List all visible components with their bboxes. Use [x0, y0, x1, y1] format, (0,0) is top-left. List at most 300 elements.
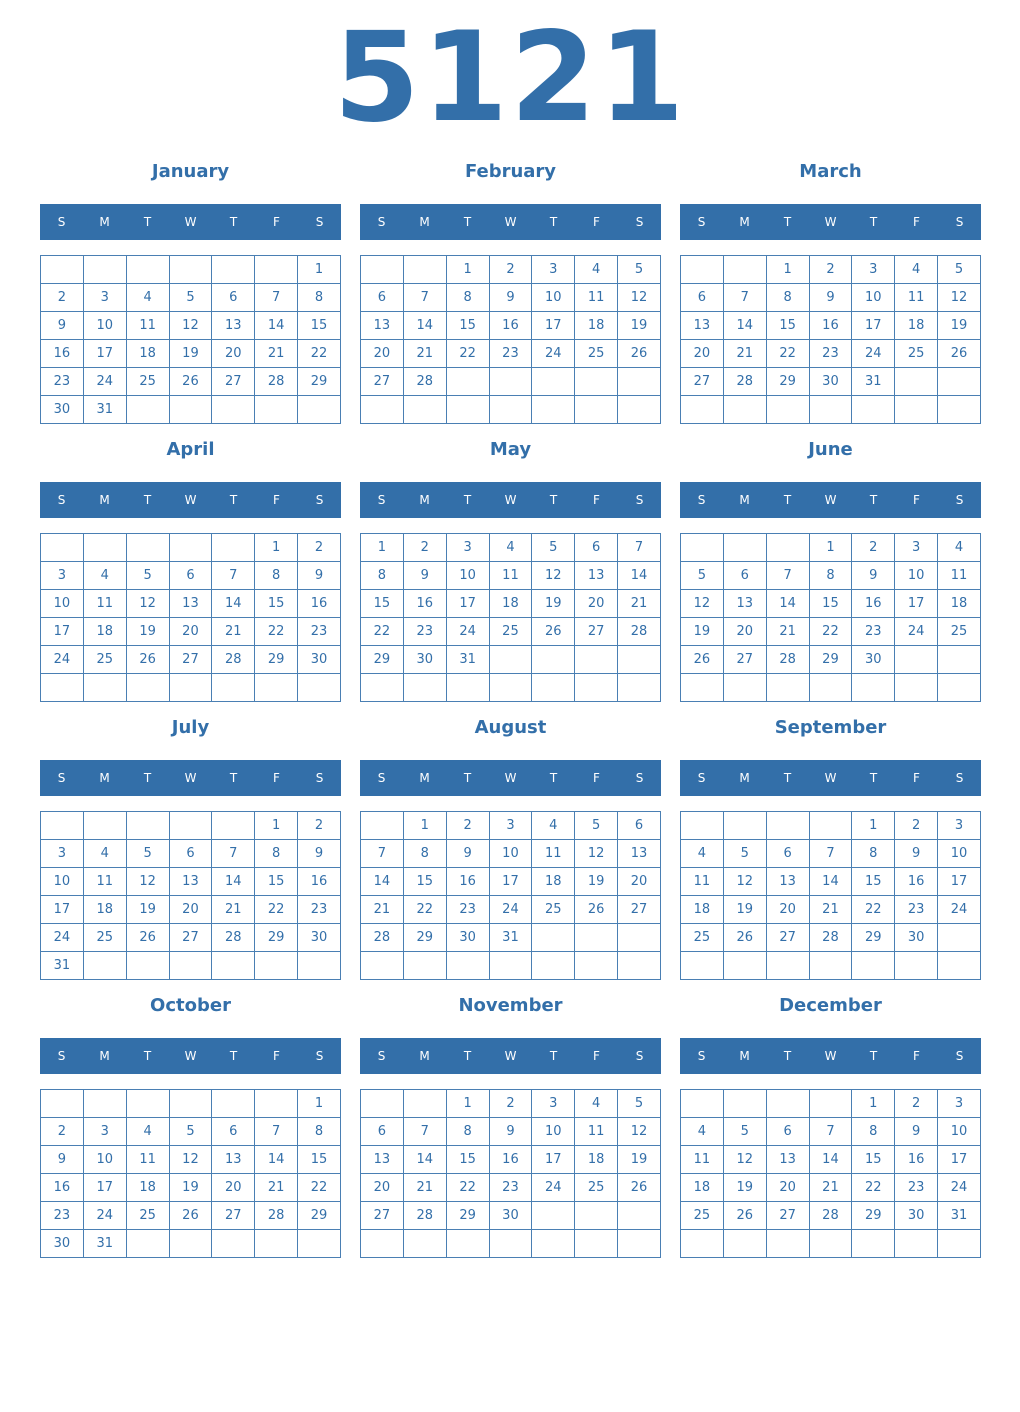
day-cell[interactable]: 19 [126, 896, 169, 924]
empty-day-cell[interactable] [809, 1090, 852, 1118]
day-cell[interactable]: 23 [809, 340, 852, 368]
day-cell[interactable]: 21 [809, 896, 852, 924]
day-cell[interactable]: 3 [83, 284, 126, 312]
day-cell[interactable]: 9 [895, 840, 938, 868]
day-cell[interactable]: 10 [938, 1118, 981, 1146]
empty-day-cell[interactable] [212, 952, 255, 980]
empty-day-cell[interactable] [403, 1090, 446, 1118]
day-cell[interactable]: 2 [403, 534, 446, 562]
day-cell[interactable]: 12 [575, 840, 618, 868]
day-cell[interactable]: 8 [255, 840, 298, 868]
day-cell[interactable]: 6 [169, 840, 212, 868]
day-cell[interactable]: 18 [681, 1174, 724, 1202]
day-cell[interactable]: 24 [895, 618, 938, 646]
empty-day-cell[interactable] [169, 256, 212, 284]
day-cell[interactable]: 26 [169, 1202, 212, 1230]
empty-day-cell[interactable] [723, 674, 766, 702]
empty-day-cell[interactable] [938, 646, 981, 674]
day-cell[interactable]: 16 [895, 1146, 938, 1174]
day-cell[interactable]: 29 [809, 646, 852, 674]
empty-day-cell[interactable] [809, 1230, 852, 1258]
empty-day-cell[interactable] [766, 396, 809, 424]
empty-day-cell[interactable] [809, 812, 852, 840]
empty-day-cell[interactable] [446, 674, 489, 702]
empty-day-cell[interactable] [723, 812, 766, 840]
day-cell[interactable]: 7 [212, 840, 255, 868]
day-cell[interactable]: 15 [446, 1146, 489, 1174]
day-cell[interactable]: 26 [169, 368, 212, 396]
empty-day-cell[interactable] [361, 1230, 404, 1258]
day-cell[interactable]: 28 [403, 368, 446, 396]
day-cell[interactable]: 25 [83, 646, 126, 674]
empty-day-cell[interactable] [83, 812, 126, 840]
day-cell[interactable]: 2 [895, 812, 938, 840]
day-cell[interactable]: 2 [809, 256, 852, 284]
day-cell[interactable]: 18 [83, 618, 126, 646]
day-cell[interactable]: 30 [41, 396, 84, 424]
day-cell[interactable]: 21 [723, 340, 766, 368]
day-cell[interactable]: 19 [532, 590, 575, 618]
empty-day-cell[interactable] [532, 924, 575, 952]
day-cell[interactable]: 3 [83, 1118, 126, 1146]
day-cell[interactable]: 21 [255, 340, 298, 368]
empty-day-cell[interactable] [723, 396, 766, 424]
empty-day-cell[interactable] [723, 534, 766, 562]
day-cell[interactable]: 15 [255, 868, 298, 896]
day-cell[interactable]: 13 [212, 312, 255, 340]
empty-day-cell[interactable] [766, 1090, 809, 1118]
day-cell[interactable]: 24 [41, 646, 84, 674]
day-cell[interactable]: 8 [809, 562, 852, 590]
day-cell[interactable]: 28 [766, 646, 809, 674]
day-cell[interactable]: 27 [766, 1202, 809, 1230]
day-cell[interactable]: 31 [41, 952, 84, 980]
empty-day-cell[interactable] [852, 674, 895, 702]
day-cell[interactable]: 6 [212, 1118, 255, 1146]
day-cell[interactable]: 16 [895, 868, 938, 896]
day-cell[interactable]: 31 [938, 1202, 981, 1230]
day-cell[interactable]: 3 [938, 812, 981, 840]
day-cell[interactable]: 8 [852, 1118, 895, 1146]
day-cell[interactable]: 23 [852, 618, 895, 646]
empty-day-cell[interactable] [575, 396, 618, 424]
empty-day-cell[interactable] [212, 1230, 255, 1258]
day-cell[interactable]: 9 [41, 1146, 84, 1174]
day-cell[interactable]: 27 [169, 924, 212, 952]
day-cell[interactable]: 3 [895, 534, 938, 562]
day-cell[interactable]: 10 [446, 562, 489, 590]
empty-day-cell[interactable] [83, 1090, 126, 1118]
day-cell[interactable]: 22 [255, 896, 298, 924]
day-cell[interactable]: 20 [618, 868, 661, 896]
day-cell[interactable]: 12 [618, 1118, 661, 1146]
empty-day-cell[interactable] [681, 812, 724, 840]
empty-day-cell[interactable] [575, 1230, 618, 1258]
day-cell[interactable]: 13 [361, 312, 404, 340]
empty-day-cell[interactable] [809, 396, 852, 424]
empty-day-cell[interactable] [809, 952, 852, 980]
day-cell[interactable]: 24 [852, 340, 895, 368]
day-cell[interactable]: 22 [255, 618, 298, 646]
empty-day-cell[interactable] [681, 1230, 724, 1258]
day-cell[interactable]: 13 [361, 1146, 404, 1174]
day-cell[interactable]: 16 [489, 1146, 532, 1174]
day-cell[interactable]: 2 [41, 1118, 84, 1146]
day-cell[interactable]: 29 [852, 924, 895, 952]
day-cell[interactable]: 16 [298, 590, 341, 618]
empty-day-cell[interactable] [766, 1230, 809, 1258]
day-cell[interactable]: 9 [298, 840, 341, 868]
day-cell[interactable]: 23 [41, 1202, 84, 1230]
day-cell[interactable]: 25 [83, 924, 126, 952]
day-cell[interactable]: 19 [169, 1174, 212, 1202]
day-cell[interactable]: 27 [361, 1202, 404, 1230]
day-cell[interactable]: 15 [766, 312, 809, 340]
empty-day-cell[interactable] [126, 396, 169, 424]
day-cell[interactable]: 4 [83, 840, 126, 868]
day-cell[interactable]: 3 [41, 840, 84, 868]
day-cell[interactable]: 17 [489, 868, 532, 896]
day-cell[interactable]: 12 [618, 284, 661, 312]
day-cell[interactable]: 7 [361, 840, 404, 868]
day-cell[interactable]: 27 [618, 896, 661, 924]
day-cell[interactable]: 29 [298, 1202, 341, 1230]
empty-day-cell[interactable] [403, 952, 446, 980]
day-cell[interactable]: 28 [618, 618, 661, 646]
day-cell[interactable]: 18 [681, 896, 724, 924]
day-cell[interactable]: 25 [575, 1174, 618, 1202]
day-cell[interactable]: 21 [361, 896, 404, 924]
day-cell[interactable]: 17 [938, 868, 981, 896]
day-cell[interactable]: 1 [852, 1090, 895, 1118]
day-cell[interactable]: 29 [255, 924, 298, 952]
day-cell[interactable]: 24 [446, 618, 489, 646]
day-cell[interactable]: 22 [852, 896, 895, 924]
day-cell[interactable]: 12 [723, 868, 766, 896]
day-cell[interactable]: 31 [83, 396, 126, 424]
day-cell[interactable]: 14 [809, 1146, 852, 1174]
day-cell[interactable]: 26 [126, 924, 169, 952]
empty-day-cell[interactable] [169, 396, 212, 424]
day-cell[interactable]: 9 [41, 312, 84, 340]
day-cell[interactable]: 30 [809, 368, 852, 396]
day-cell[interactable]: 25 [126, 1202, 169, 1230]
empty-day-cell[interactable] [169, 812, 212, 840]
empty-day-cell[interactable] [575, 368, 618, 396]
day-cell[interactable]: 4 [126, 1118, 169, 1146]
day-cell[interactable]: 13 [212, 1146, 255, 1174]
day-cell[interactable]: 21 [618, 590, 661, 618]
empty-day-cell[interactable] [575, 1202, 618, 1230]
day-cell[interactable]: 6 [575, 534, 618, 562]
empty-day-cell[interactable] [618, 396, 661, 424]
day-cell[interactable]: 5 [723, 840, 766, 868]
empty-day-cell[interactable] [255, 256, 298, 284]
day-cell[interactable]: 25 [575, 340, 618, 368]
day-cell[interactable]: 5 [126, 562, 169, 590]
empty-day-cell[interactable] [83, 674, 126, 702]
day-cell[interactable]: 31 [446, 646, 489, 674]
day-cell[interactable]: 10 [83, 312, 126, 340]
day-cell[interactable]: 7 [809, 840, 852, 868]
day-cell[interactable]: 14 [723, 312, 766, 340]
day-cell[interactable]: 14 [361, 868, 404, 896]
day-cell[interactable]: 3 [41, 562, 84, 590]
day-cell[interactable]: 23 [403, 618, 446, 646]
day-cell[interactable]: 4 [938, 534, 981, 562]
day-cell[interactable]: 1 [298, 256, 341, 284]
day-cell[interactable]: 8 [298, 1118, 341, 1146]
day-cell[interactable]: 25 [681, 924, 724, 952]
day-cell[interactable]: 26 [618, 340, 661, 368]
day-cell[interactable]: 31 [83, 1230, 126, 1258]
day-cell[interactable]: 1 [403, 812, 446, 840]
day-cell[interactable]: 26 [723, 1202, 766, 1230]
day-cell[interactable]: 4 [532, 812, 575, 840]
empty-day-cell[interactable] [361, 812, 404, 840]
day-cell[interactable]: 3 [489, 812, 532, 840]
day-cell[interactable]: 6 [618, 812, 661, 840]
day-cell[interactable]: 5 [532, 534, 575, 562]
day-cell[interactable]: 7 [618, 534, 661, 562]
empty-day-cell[interactable] [895, 674, 938, 702]
day-cell[interactable]: 13 [169, 868, 212, 896]
day-cell[interactable]: 27 [766, 924, 809, 952]
day-cell[interactable]: 8 [298, 284, 341, 312]
day-cell[interactable]: 17 [41, 896, 84, 924]
day-cell[interactable]: 7 [723, 284, 766, 312]
empty-day-cell[interactable] [938, 368, 981, 396]
day-cell[interactable]: 18 [575, 1146, 618, 1174]
empty-day-cell[interactable] [255, 1090, 298, 1118]
day-cell[interactable]: 4 [126, 284, 169, 312]
empty-day-cell[interactable] [169, 1090, 212, 1118]
day-cell[interactable]: 19 [938, 312, 981, 340]
day-cell[interactable]: 26 [938, 340, 981, 368]
day-cell[interactable]: 10 [852, 284, 895, 312]
day-cell[interactable]: 9 [446, 840, 489, 868]
day-cell[interactable]: 21 [403, 1174, 446, 1202]
day-cell[interactable]: 20 [681, 340, 724, 368]
day-cell[interactable]: 24 [532, 1174, 575, 1202]
day-cell[interactable]: 29 [852, 1202, 895, 1230]
empty-day-cell[interactable] [169, 1230, 212, 1258]
day-cell[interactable]: 18 [575, 312, 618, 340]
day-cell[interactable]: 3 [532, 1090, 575, 1118]
day-cell[interactable]: 4 [575, 1090, 618, 1118]
day-cell[interactable]: 2 [298, 534, 341, 562]
empty-day-cell[interactable] [681, 952, 724, 980]
empty-day-cell[interactable] [361, 952, 404, 980]
day-cell[interactable]: 10 [41, 590, 84, 618]
day-cell[interactable]: 14 [212, 590, 255, 618]
empty-day-cell[interactable] [403, 674, 446, 702]
empty-day-cell[interactable] [126, 952, 169, 980]
day-cell[interactable]: 24 [532, 340, 575, 368]
day-cell[interactable]: 15 [403, 868, 446, 896]
day-cell[interactable]: 17 [938, 1146, 981, 1174]
empty-day-cell[interactable] [41, 812, 84, 840]
day-cell[interactable]: 1 [446, 1090, 489, 1118]
empty-day-cell[interactable] [723, 1090, 766, 1118]
empty-day-cell[interactable] [361, 256, 404, 284]
day-cell[interactable]: 15 [298, 312, 341, 340]
empty-day-cell[interactable] [83, 534, 126, 562]
day-cell[interactable]: 6 [723, 562, 766, 590]
day-cell[interactable]: 11 [83, 590, 126, 618]
empty-day-cell[interactable] [618, 674, 661, 702]
empty-day-cell[interactable] [41, 256, 84, 284]
day-cell[interactable]: 19 [575, 868, 618, 896]
empty-day-cell[interactable] [681, 674, 724, 702]
day-cell[interactable]: 29 [255, 646, 298, 674]
day-cell[interactable]: 7 [212, 562, 255, 590]
day-cell[interactable]: 1 [766, 256, 809, 284]
day-cell[interactable]: 2 [852, 534, 895, 562]
day-cell[interactable]: 28 [809, 924, 852, 952]
day-cell[interactable]: 19 [681, 618, 724, 646]
empty-day-cell[interactable] [169, 952, 212, 980]
empty-day-cell[interactable] [766, 952, 809, 980]
day-cell[interactable]: 20 [361, 1174, 404, 1202]
empty-day-cell[interactable] [532, 1202, 575, 1230]
day-cell[interactable]: 6 [361, 1118, 404, 1146]
day-cell[interactable]: 5 [723, 1118, 766, 1146]
day-cell[interactable]: 10 [895, 562, 938, 590]
day-cell[interactable]: 11 [575, 1118, 618, 1146]
day-cell[interactable]: 4 [489, 534, 532, 562]
day-cell[interactable]: 28 [212, 646, 255, 674]
empty-day-cell[interactable] [403, 256, 446, 284]
empty-day-cell[interactable] [938, 1230, 981, 1258]
empty-day-cell[interactable] [895, 646, 938, 674]
day-cell[interactable]: 16 [446, 868, 489, 896]
day-cell[interactable]: 6 [766, 840, 809, 868]
empty-day-cell[interactable] [212, 256, 255, 284]
day-cell[interactable]: 22 [361, 618, 404, 646]
empty-day-cell[interactable] [361, 674, 404, 702]
day-cell[interactable]: 26 [618, 1174, 661, 1202]
day-cell[interactable]: 21 [212, 618, 255, 646]
day-cell[interactable]: 9 [403, 562, 446, 590]
empty-day-cell[interactable] [298, 1230, 341, 1258]
day-cell[interactable]: 4 [575, 256, 618, 284]
day-cell[interactable]: 1 [361, 534, 404, 562]
day-cell[interactable]: 25 [938, 618, 981, 646]
day-cell[interactable]: 28 [212, 924, 255, 952]
day-cell[interactable]: 1 [446, 256, 489, 284]
day-cell[interactable]: 25 [126, 368, 169, 396]
day-cell[interactable]: 1 [809, 534, 852, 562]
day-cell[interactable]: 15 [446, 312, 489, 340]
day-cell[interactable]: 22 [446, 340, 489, 368]
day-cell[interactable]: 20 [723, 618, 766, 646]
day-cell[interactable]: 26 [723, 924, 766, 952]
day-cell[interactable]: 14 [403, 312, 446, 340]
day-cell[interactable]: 9 [489, 284, 532, 312]
day-cell[interactable]: 9 [489, 1118, 532, 1146]
day-cell[interactable]: 1 [255, 812, 298, 840]
day-cell[interactable]: 18 [126, 340, 169, 368]
day-cell[interactable]: 7 [255, 284, 298, 312]
day-cell[interactable]: 9 [895, 1118, 938, 1146]
empty-day-cell[interactable] [766, 534, 809, 562]
empty-day-cell[interactable] [895, 368, 938, 396]
day-cell[interactable]: 14 [403, 1146, 446, 1174]
empty-day-cell[interactable] [532, 646, 575, 674]
day-cell[interactable]: 23 [895, 896, 938, 924]
empty-day-cell[interactable] [895, 952, 938, 980]
empty-day-cell[interactable] [212, 674, 255, 702]
day-cell[interactable]: 30 [895, 924, 938, 952]
day-cell[interactable]: 1 [298, 1090, 341, 1118]
empty-day-cell[interactable] [681, 256, 724, 284]
empty-day-cell[interactable] [298, 396, 341, 424]
day-cell[interactable]: 30 [403, 646, 446, 674]
day-cell[interactable]: 5 [169, 284, 212, 312]
day-cell[interactable]: 19 [618, 312, 661, 340]
day-cell[interactable]: 13 [723, 590, 766, 618]
day-cell[interactable]: 17 [895, 590, 938, 618]
day-cell[interactable]: 13 [575, 562, 618, 590]
day-cell[interactable]: 5 [618, 1090, 661, 1118]
day-cell[interactable]: 17 [83, 1174, 126, 1202]
day-cell[interactable]: 24 [489, 896, 532, 924]
day-cell[interactable]: 19 [618, 1146, 661, 1174]
day-cell[interactable]: 11 [532, 840, 575, 868]
day-cell[interactable]: 11 [489, 562, 532, 590]
empty-day-cell[interactable] [766, 674, 809, 702]
day-cell[interactable]: 11 [126, 1146, 169, 1174]
day-cell[interactable]: 29 [766, 368, 809, 396]
empty-day-cell[interactable] [618, 368, 661, 396]
day-cell[interactable]: 11 [681, 868, 724, 896]
day-cell[interactable]: 22 [852, 1174, 895, 1202]
empty-day-cell[interactable] [938, 952, 981, 980]
empty-day-cell[interactable] [532, 368, 575, 396]
day-cell[interactable]: 5 [126, 840, 169, 868]
day-cell[interactable]: 25 [532, 896, 575, 924]
day-cell[interactable]: 14 [255, 312, 298, 340]
day-cell[interactable]: 10 [83, 1146, 126, 1174]
day-cell[interactable]: 2 [446, 812, 489, 840]
day-cell[interactable]: 29 [446, 1202, 489, 1230]
empty-day-cell[interactable] [169, 534, 212, 562]
day-cell[interactable]: 18 [532, 868, 575, 896]
empty-day-cell[interactable] [723, 256, 766, 284]
day-cell[interactable]: 21 [766, 618, 809, 646]
day-cell[interactable]: 2 [489, 256, 532, 284]
day-cell[interactable]: 8 [852, 840, 895, 868]
day-cell[interactable]: 12 [126, 590, 169, 618]
empty-day-cell[interactable] [446, 368, 489, 396]
empty-day-cell[interactable] [298, 674, 341, 702]
day-cell[interactable]: 10 [532, 284, 575, 312]
day-cell[interactable]: 31 [852, 368, 895, 396]
day-cell[interactable]: 14 [255, 1146, 298, 1174]
day-cell[interactable]: 22 [298, 340, 341, 368]
empty-day-cell[interactable] [255, 1230, 298, 1258]
day-cell[interactable]: 16 [298, 868, 341, 896]
empty-day-cell[interactable] [169, 674, 212, 702]
day-cell[interactable]: 20 [212, 1174, 255, 1202]
day-cell[interactable]: 2 [895, 1090, 938, 1118]
day-cell[interactable]: 7 [255, 1118, 298, 1146]
empty-day-cell[interactable] [938, 674, 981, 702]
day-cell[interactable]: 11 [895, 284, 938, 312]
day-cell[interactable]: 13 [618, 840, 661, 868]
day-cell[interactable]: 18 [895, 312, 938, 340]
